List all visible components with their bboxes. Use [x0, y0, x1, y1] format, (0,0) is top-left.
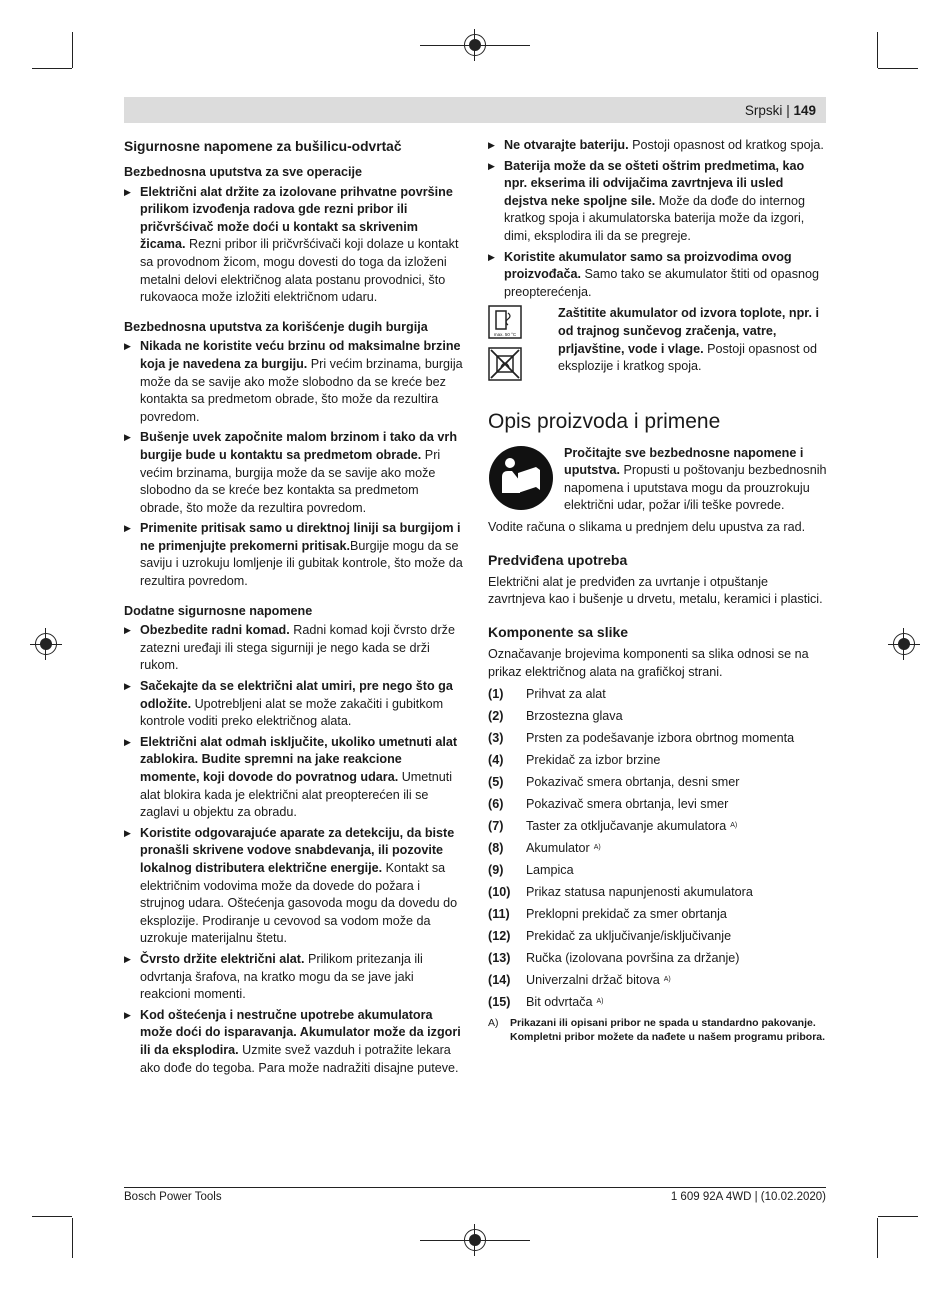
read-instructions-block	[488, 445, 828, 517]
registration-mark-icon	[464, 34, 486, 56]
page-number: 149	[793, 103, 816, 118]
subsection-heading: Bezbednosna uputstva za korišćenje dugih burgija	[124, 319, 428, 334]
safety-bullet: ▶ Nikada ne koristite veću brzinu od maksimalne brzine koja je navedena za burgiju. Pri većim brzinama, burgija može da se savije ako može slobodno da se kreće bez kontakta sa predmetom obrade, što može da rezultira povredom.	[124, 338, 464, 426]
header-separator: |	[786, 103, 790, 118]
footer-right: 1 609 92A 4WD | (10.02.2020)	[670, 1191, 826, 1203]
component-item	[488, 705, 828, 727]
component-label: Prihvat za alat	[526, 687, 606, 702]
crop-mark	[72, 32, 73, 68]
safety-bullet: ▶ Čvrsto držite električni alat. Prilikom pritezanja ili odvrtanja šrafova, na kratko mogu da se jave jaki reakcioni momenti.	[124, 951, 464, 1004]
safety-bullet: ▶ Električni alat odmah isključite, ukoliko umetnuti alat zablokira. Budite spremni na jake reakcione momente, koji dovode do povratnog udara. Umetnuti alat blokira kada je električni alat preopterećen ili se zaglavi u objektu za obradu.	[124, 734, 464, 822]
component-footnote-marker: A)	[663, 976, 671, 984]
component-number: (3)	[488, 731, 504, 746]
component-label: Lampica	[526, 863, 574, 878]
component-label: Prekidač za uključivanje/isključivanje	[526, 929, 732, 944]
page-header	[745, 103, 816, 118]
footer-rule	[124, 1187, 826, 1188]
component-number: (15)	[488, 995, 511, 1010]
component-number: (14)	[488, 973, 511, 988]
component-footnote-marker: A)	[730, 822, 738, 830]
component-label: Prsten za podešavanje izbora obrtnog momenta	[526, 731, 795, 746]
read-note: Vodite računa o slikama u prednjem delu upustva za rad.	[488, 520, 806, 535]
footnote-text: Prikazani ili opisani pribor ne spada u standardno pakovanje. Kompletni pribor možete da nađete u našem programu pribora.	[510, 1017, 826, 1043]
component-number: (7)	[488, 819, 504, 834]
component-label: Bit odvrtača	[526, 995, 593, 1010]
component-item	[488, 771, 828, 793]
components-list	[488, 683, 828, 1013]
heat-warning-text: Zaštitite akumulator od izvora toplote, npr. i od trajnog sunčevog zračenja, vatre, prljavštine, vode i vlage. Postoji opasnost od eksplozije i kratkog spoja.	[558, 306, 820, 374]
component-label: Pokazivač smera obrtanja, desni smer	[526, 775, 740, 790]
component-number: (5)	[488, 775, 504, 790]
component-number: (4)	[488, 753, 504, 768]
footnote	[488, 1017, 828, 1044]
crop-mark	[878, 1216, 918, 1217]
heat-warning-icons	[488, 305, 558, 386]
component-item	[488, 793, 828, 815]
safety-bullet: ▶ Baterija može da se ošteti oštrim predmetima, kao npr. ekserima ili odvijačima zavrtnjeva ili usled dejstva neke spoljne sile. Može da dođe do internog kratkog spoja i akumulatorska baterija može da izgori, dimi, eksplodira ili da se pregreje.	[488, 158, 828, 246]
temperature-warning-icon	[488, 305, 522, 339]
left-column	[124, 138, 464, 1080]
component-item	[488, 683, 828, 705]
component-label: Preklopni prekidač za smer obrtanja	[526, 907, 727, 922]
component-label: Prikaz statusa napunjenosti akumulatora	[526, 885, 753, 900]
safety-bullet: ▶ Ne otvarajte bateriju. Postoji opasnost od kratkog spoja.	[488, 137, 828, 155]
crop-mark	[32, 68, 72, 69]
right-column	[488, 137, 828, 1044]
crop-mark	[877, 32, 878, 68]
components-intro: Označavanje brojevima komponenti sa slika odnosi se na prikaz električnog alata na grafičkoj strani.	[488, 646, 809, 679]
heat-warning	[488, 305, 828, 386]
safety-bullet: ▶ Koristite akumulator samo sa proizvodima ovog proizvođača. Samo tako se akumulator štiti od opasnog preopterećenja.	[488, 249, 828, 302]
component-footnote-marker: A)	[596, 998, 604, 1006]
use-text: Električni alat je predviđen za uvrtanje i otpuštanje zavrtnjeva kao i bušenje u drvetu, metalu, keramici i plastici.	[488, 574, 823, 607]
component-label: Univerzalni držač bitova	[526, 973, 660, 988]
component-label: Ručka (izolovana površina za držanje)	[526, 951, 740, 966]
component-number: (6)	[488, 797, 504, 812]
component-item	[488, 947, 828, 969]
crop-mark	[72, 1218, 73, 1258]
component-number: (11)	[488, 907, 510, 922]
component-label: Akumulator	[526, 841, 590, 856]
safety-bullet: ▶ Koristite odgovarajuće aparate za detekciju, da biste pronašli skrivene vodove snabdevanja, ili pozovite lokalnog distributera električne energije. Kontakt sa električnim vodovima može da dovede do požara i strujnog udara. Oštećenja gasovoda mogu da dovedu do eksplozije. Prodiranje u cevovod sa vodom može da uzrokuje materijalnu štetu.	[124, 825, 464, 948]
component-number: (1)	[488, 687, 504, 702]
registration-line	[30, 644, 62, 645]
subsection-heading: Bezbednosna uputstva za sve operacije	[124, 165, 362, 179]
component-item	[488, 881, 828, 903]
component-item	[488, 837, 828, 859]
component-number: (8)	[488, 841, 504, 856]
components-heading: Komponente sa slike	[488, 623, 629, 640]
component-number: (12)	[488, 929, 511, 944]
crop-mark	[877, 1218, 878, 1258]
component-item	[488, 859, 828, 881]
footnote-key: A)	[488, 1017, 499, 1030]
safety-bullet: ▶ Kod oštećenja i nestručne upotrebe akumulatora može doći do isparavanja. Akumulator može da izgori ili da eksplodira. Uzmite svež vazduh i potražite lekara ako dođe do tegoba. Para može nadražiti disajne puteve.	[124, 1007, 464, 1077]
component-label: Brzostezna glava	[526, 709, 623, 724]
component-number: (2)	[488, 709, 504, 724]
footer-left: Bosch Power Tools	[124, 1191, 222, 1203]
component-item	[488, 749, 828, 771]
component-item	[488, 903, 828, 925]
component-item	[488, 925, 828, 947]
safety-bullet: ▶ Bušenje uvek započnite malom brzinom i tako da vrh burgije bude u kontaktu sa predmetom obrade. Pri većim brzinama, burgija može da se savije ako može slobodno da se kreće bez kontakta sa predmetom obrade, što može da rezultira povredom.	[124, 429, 464, 517]
registration-line	[888, 644, 920, 645]
safety-bullet: ▶ Električni alat držite za izolovane prihvatne površine prilikom izvođenja radova gde rezni pribor ili pričvršćivač može doći u kontakt sa skrivenim žicama. Rezni pribor ili pričvršćivači koji dolaze u kontakt sa provodnom žicom, mogu dovesti do toga da izloženi metalni delovi električnog alata postanu provodnici, što rukovaoca može izložiti električnom udaru.	[124, 184, 464, 307]
read-manual-icon	[488, 445, 554, 511]
safety-bullet: ▶ Obezbedite radni komad. Radni komad koji čvrsto drže zatezni uređaji ili stega sigurniji je nego kada se drži rukom.	[124, 622, 464, 675]
safety-bullet: ▶ Sačekajte da se električni alat umiri, pre nego što ga odložite. Upotrebljeni alat se može zakačiti i gubitkom kontrole voditi preko električnog alata.	[124, 678, 464, 731]
read-instructions-text: Pročitajte sve bezbednosne napomene i uputstva. Propusti u poštovanju bezbednosnih napomena i uputstava mogu da prouzrokuju električni udar, požar i/ili teške povrede.	[564, 445, 827, 513]
svg-text:max. 50 °C: max. 50 °C	[493, 332, 517, 338]
header-language: Srpski	[744, 103, 783, 118]
header-bar	[124, 97, 826, 123]
subsection-heading: Dodatne sigurnosne napomene	[124, 603, 313, 618]
component-item	[488, 727, 828, 749]
component-number: (10)	[488, 885, 511, 900]
component-label: Prekidač za izbor brzine	[526, 753, 661, 768]
component-label: Taster za otključavanje akumulatora	[526, 819, 727, 834]
crop-mark	[878, 68, 918, 69]
component-item	[488, 815, 828, 837]
component-item	[488, 991, 828, 1013]
safety-bullet: ▶ Primenite pritisak samo u direktnoj liniji sa burgijom i ne primenjujte prekomerni pritisak.Burgije mogu da se saviju i uzrokuju lomljenje ili gubitak kontrole, što može da rezultira povredom.	[124, 520, 464, 590]
section-title: Sigurnosne napomene za bušilicu-odvrtač	[124, 139, 402, 154]
chapter-title: Opis proizvoda i primene	[488, 409, 721, 433]
component-item	[488, 969, 828, 991]
registration-mark-icon	[464, 1229, 486, 1251]
component-label: Pokazivač smera obrtanja, levi smer	[526, 797, 729, 812]
crop-mark	[32, 1216, 72, 1217]
component-number: (13)	[488, 951, 511, 966]
no-water-fire-icon	[488, 347, 522, 381]
component-footnote-marker: A)	[593, 844, 601, 852]
component-number: (9)	[488, 863, 504, 878]
use-heading: Predviđena upotreba	[488, 551, 628, 568]
